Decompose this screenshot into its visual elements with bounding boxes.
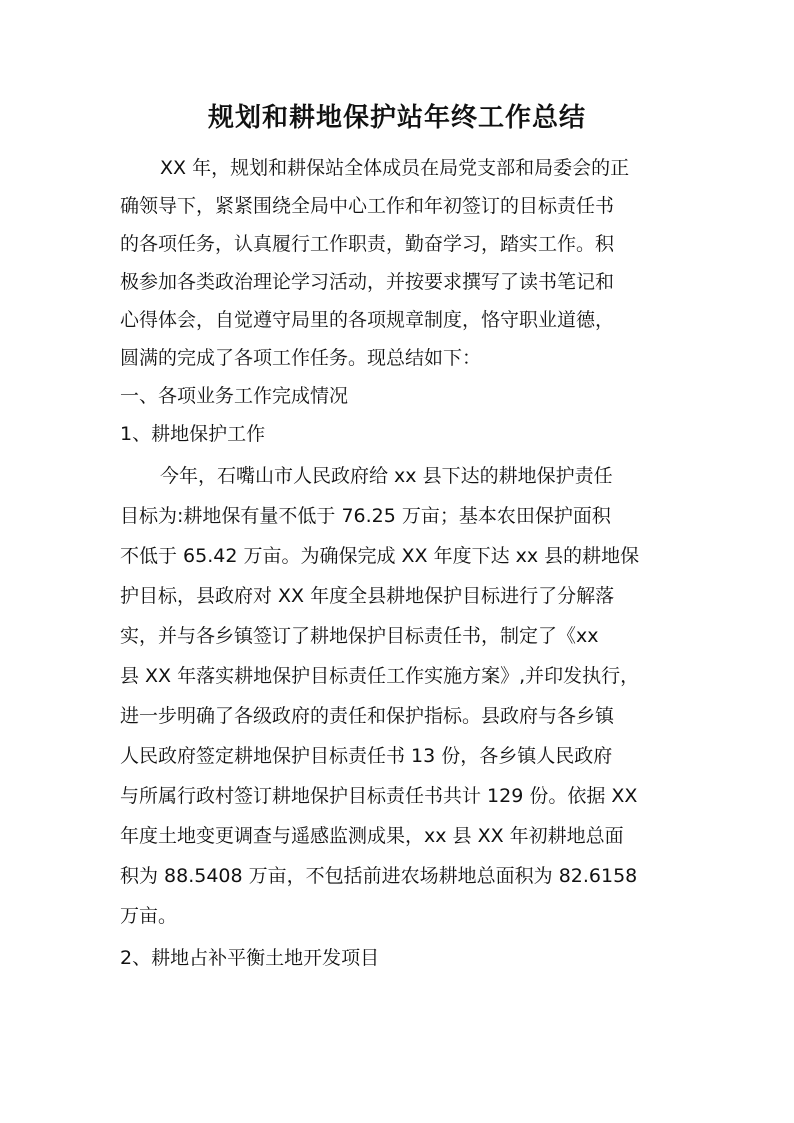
paragraph-1-line-4: 极参加各类政治理论学习活动，并按要求撰写了读书笔记和 <box>120 271 615 293</box>
paragraph-2-line-7: 进一步明确了各级政府的责任和保护指标。县政府与各乡镇 <box>120 705 615 727</box>
paragraph-1-line-1: XX 年，规划和耕保站全体成员在局党支部和局委会的正 <box>160 157 630 179</box>
paragraph-2-line-12: 万亩。 <box>120 905 178 927</box>
paragraph-2-line-2: 目标为:耕地保有量不低于 76.25 万亩；基本农田保护面积 <box>120 505 611 527</box>
paragraph-2-line-1: 今年，石嘴山市人民政府给 xx 县下达的耕地保护责任 <box>160 465 613 487</box>
document-title: 规划和耕地保护站年终工作总结 <box>207 103 586 133</box>
section-heading: 一、各项业务工作完成情况 <box>120 385 349 407</box>
paragraph-1-line-6: 圆满的完成了各项工作任务。现总结如下： <box>120 347 482 369</box>
paragraph-2-line-6: 县 XX 年落实耕地保护目标责任工作实施方案》,并印发执行， <box>120 665 640 687</box>
paragraph-2-line-10: 年度土地变更调查与遥感监测成果，xx 县 XX 年初耕地总面 <box>120 825 624 847</box>
subsection-heading-2: 2、耕地占补平衡土地开发项目 <box>120 947 380 969</box>
paragraph-2-line-11: 积为 88.5408 万亩，不包括前进农场耕地总面积为 82.6158 <box>120 865 638 887</box>
paragraph-2-line-4: 护目标，县政府对 XX 年度全县耕地保护目标进行了分解落 <box>120 585 615 607</box>
paragraph-2-line-5: 实，并与各乡镇签订了耕地保护目标责任书，制定了《xx <box>120 625 599 647</box>
paragraph-2-line-8: 人民政府签定耕地保护目标责任书 13 份，各乡镇人民政府 <box>120 745 613 767</box>
paragraph-2-line-9: 与所属行政村签订耕地保护目标责任书共计 129 份。依据 XX <box>120 785 638 807</box>
paragraph-1-line-5: 心得体会，自觉遵守局里的各项规章制度，恪守职业道德， <box>120 309 615 331</box>
paragraph-2-line-3: 不低于 65.42 万亩。为确保完成 XX 年度下达 xx 县的耕地保 <box>120 545 640 567</box>
paragraph-1-line-2: 确领导下，紧紧围绕全局中心工作和年初签订的目标责任书 <box>120 195 615 217</box>
subsection-heading-1: 1、耕地保护工作 <box>120 423 266 445</box>
paragraph-1-line-3: 的各项任务，认真履行工作职责，勤奋学习，踏实工作。积 <box>120 233 615 255</box>
